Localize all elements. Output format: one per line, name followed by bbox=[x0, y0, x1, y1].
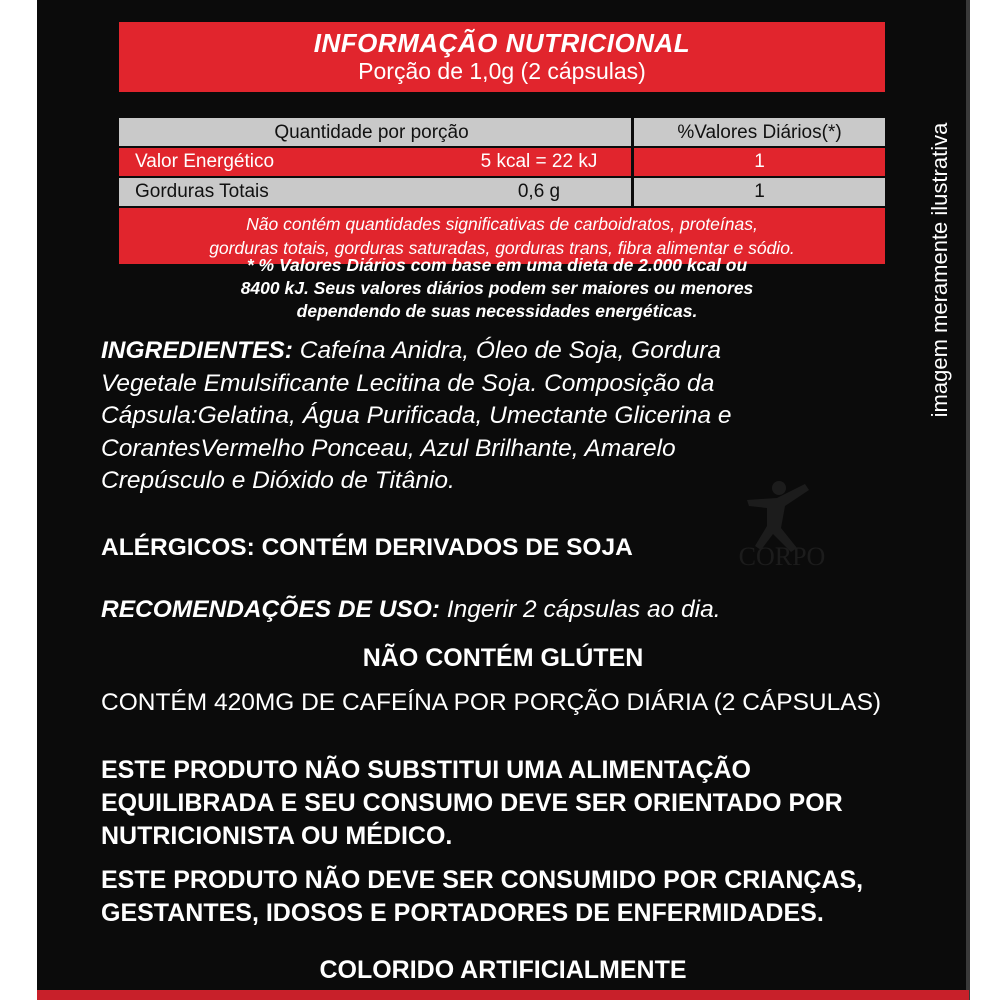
allergen-warning: ALÉRGICOS: CONTÉM DERIVADOS DE SOJA bbox=[101, 534, 633, 561]
warning-line: GESTANTES, IDOSOS E PORTADORES DE ENFERMIDADES. bbox=[101, 899, 824, 927]
row-name: Gorduras Totais bbox=[135, 180, 269, 202]
nutrition-note-line: gorduras totais, gorduras saturadas, gorduras trans, fibra alimentar e sódio. bbox=[209, 238, 795, 258]
nutrition-title: INFORMAÇÃO NUTRICIONAL bbox=[313, 28, 691, 58]
illustrative-caption-text: imagem meramente ilustrativa bbox=[927, 122, 952, 418]
row-separator bbox=[119, 146, 885, 148]
row-amount: 5 kcal = 22 kJ bbox=[480, 150, 598, 172]
nutrition-table bbox=[119, 22, 885, 258]
nutrition-note-line: Não contém quantidades significativas de carboidratos, proteínas, bbox=[246, 214, 758, 234]
footnote-line: dependendo de suas necessidades energéticas. bbox=[296, 301, 698, 321]
ingredients-label: INGREDIENTES: bbox=[101, 337, 293, 364]
warning-line: NUTRICIONISTA OU MÉDICO. bbox=[101, 822, 453, 850]
row-separator bbox=[119, 176, 885, 178]
column-header-quantity: Quantidade por porção bbox=[274, 121, 469, 143]
ingredients-text: Cafeína Anidra, Óleo de Soja, Gordura bbox=[292, 337, 722, 364]
daily-values-footnote bbox=[147, 254, 847, 323]
usage-label: RECOMENDAÇÕES DE USO: bbox=[101, 596, 440, 623]
ingredients-text: Cápsula:Gelatina, Água Purificada, Umectante Glicerina e bbox=[101, 402, 732, 429]
usage-text: Ingerir 2 cápsulas ao dia. bbox=[439, 596, 721, 623]
substitution-warning bbox=[101, 754, 969, 853]
footnote-line: 8400 kJ. Seus valores diários podem ser maiores ou menores bbox=[240, 278, 754, 298]
footnote-line: * % Valores Diários com base em uma dieta de 2.000 kcal ou bbox=[246, 255, 748, 275]
warning-line: ESTE PRODUTO NÃO SUBSTITUI UMA ALIMENTAÇÃO bbox=[101, 756, 751, 784]
ingredients-text: Crepúsculo e Dióxido de Titânio. bbox=[101, 467, 455, 494]
ingredients-text: Vegetale Emulsificante Lecitina de Soja. Composição da bbox=[101, 369, 715, 397]
column-header-daily-value: %Valores Diários(*) bbox=[677, 121, 842, 143]
row-amount: 0,6 g bbox=[517, 180, 561, 202]
table-row bbox=[119, 177, 885, 206]
table-column-headers bbox=[119, 118, 885, 147]
nutrition-header bbox=[119, 22, 885, 92]
warning-line: ESTE PRODUTO NÃO DEVE SER CONSUMIDO POR CRIANÇAS, bbox=[101, 866, 864, 894]
panel-edge bbox=[966, 0, 970, 1000]
caffeine-notice: CONTÉM 420MG DE CAFEÍNA POR PORÇÃO DIÁRIA (2 CÁPSULAS) bbox=[101, 689, 882, 716]
row-daily-value: 1 bbox=[754, 150, 765, 172]
restriction-warning bbox=[101, 864, 969, 930]
serving-size: Porção de 1,0g (2 cápsulas) bbox=[358, 58, 646, 84]
illustrative-caption bbox=[922, 58, 958, 482]
table-row bbox=[119, 147, 885, 176]
gluten-free-notice: NÃO CONTÉM GLÚTEN bbox=[362, 644, 644, 672]
row-name: Valor Energético bbox=[135, 150, 275, 172]
label-panel bbox=[37, 0, 969, 1000]
ingredients-text: CorantesVermelho Ponceau, Azul Brilhante, Amarelo bbox=[101, 434, 676, 462]
corpo-watermark-logo bbox=[727, 470, 837, 580]
bottom-red-bar bbox=[37, 990, 969, 1000]
usage-recommendation bbox=[101, 596, 901, 624]
svg-text:CORPO: CORPO bbox=[738, 542, 826, 571]
warning-line: EQUILIBRADA E SEU CONSUMO DEVE SER ORIENTADO POR bbox=[101, 789, 843, 817]
artificial-color-notice: COLORIDO ARTIFICIALMENTE bbox=[319, 956, 687, 984]
row-daily-value: 1 bbox=[754, 180, 765, 202]
